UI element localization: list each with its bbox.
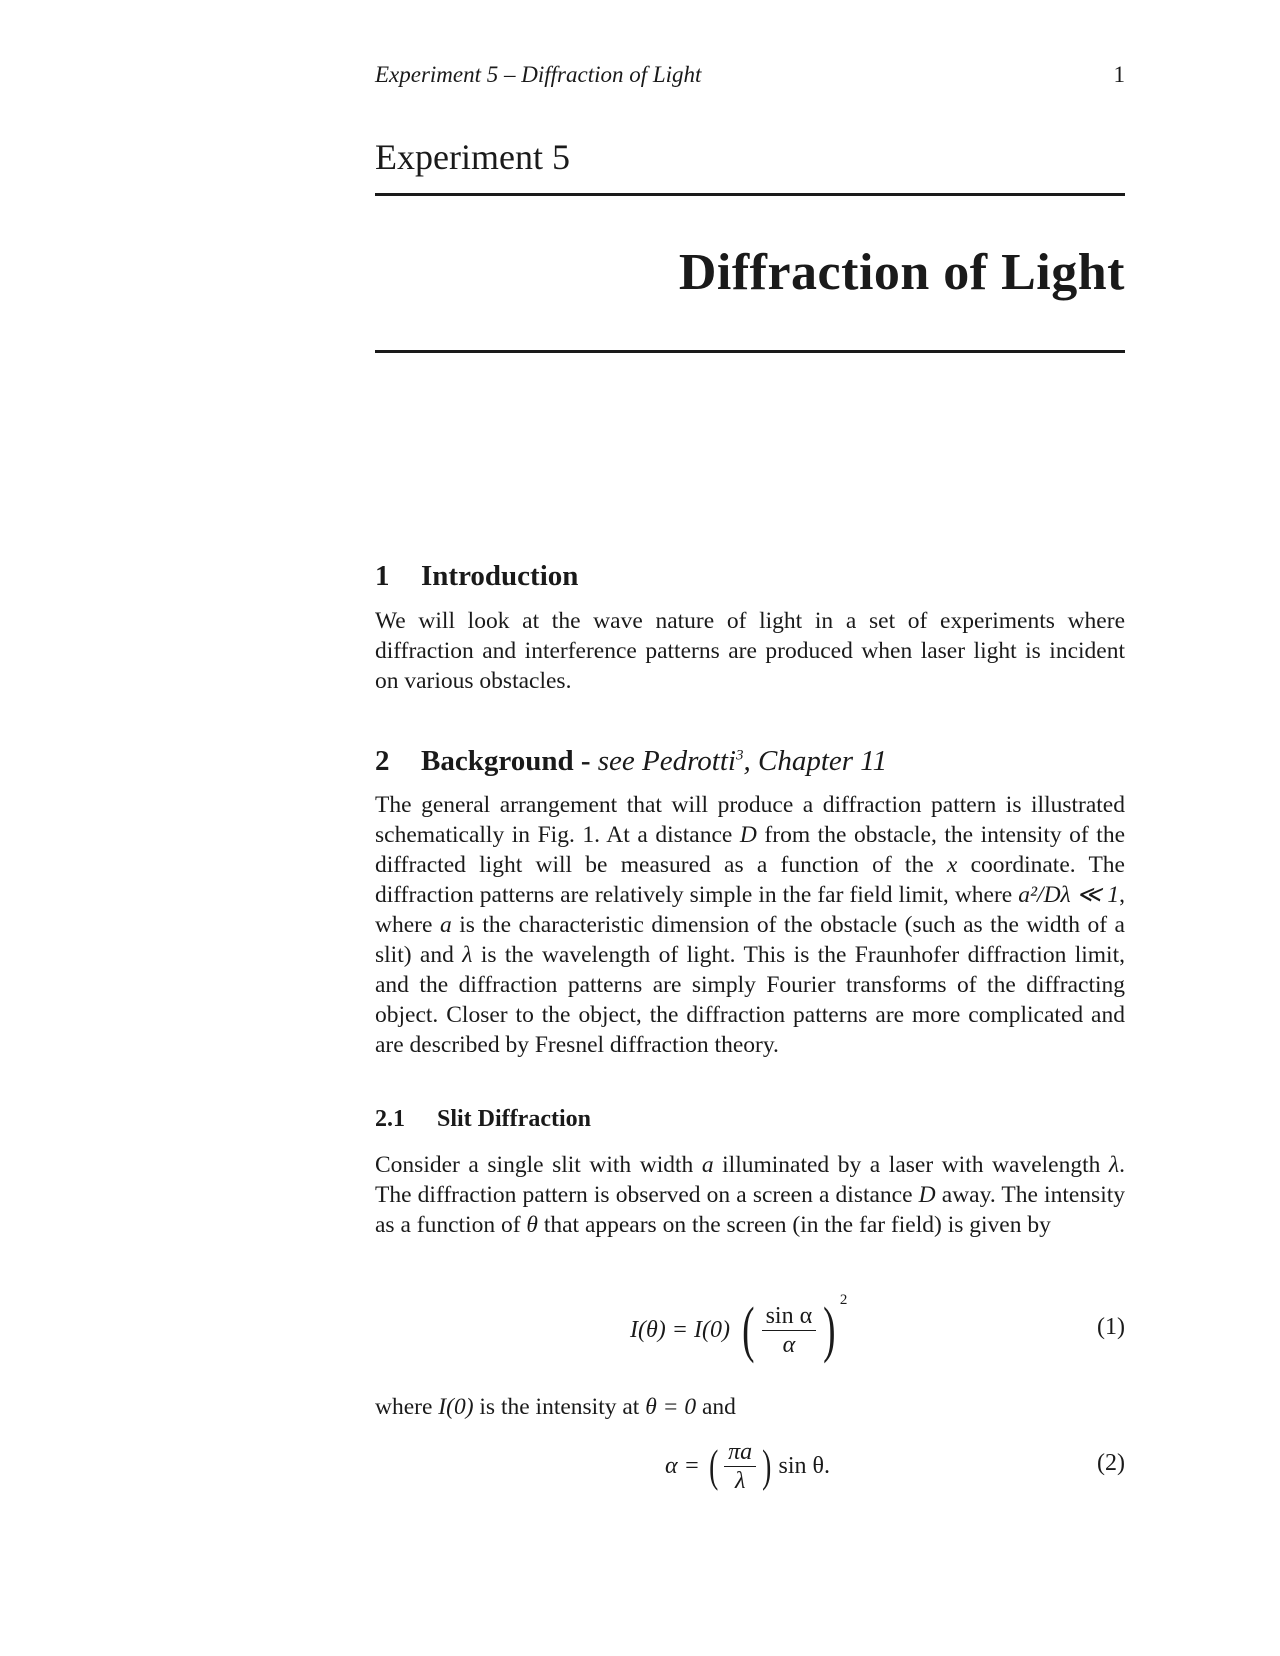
denominator: α: [782, 1331, 796, 1358]
bottom-rule: [375, 350, 1125, 353]
section-number: 1: [375, 560, 390, 592]
introduction-paragraph: [375, 606, 1125, 696]
right-paren: ): [762, 1440, 772, 1491]
equation-rhs: sin θ.: [778, 1452, 830, 1479]
paragraph-text: We will look at the wave nature of light in a set of experiments where diffraction and interference patterns are produced when laser light is incident on various obstacles.: [375, 608, 1125, 694]
fraction: [724, 1438, 756, 1495]
exponent: 2: [839, 1292, 848, 1308]
equation-number: (2): [1097, 1450, 1125, 1476]
equation-number: (1): [1097, 1314, 1125, 1340]
numerator: πa: [724, 1438, 756, 1467]
left-paren: (: [708, 1440, 719, 1491]
chapter-label: Experiment 5: [375, 137, 570, 177]
equation-lhs: I(θ) = I(0): [630, 1316, 730, 1343]
fraction: [762, 1302, 817, 1359]
numerator: sin α: [762, 1302, 817, 1331]
running-title: Experiment 5 – Diffraction of Light: [375, 62, 702, 87]
paragraph-text: Consider a single slit with width a illuminated by a laser with wavelength λ. The diffraction pattern is observed on a screen a distance D away. The intensity as a function of θ that appears on the screen (in the far field) is given by: [375, 1152, 1125, 1238]
after-equation-text: [375, 1392, 1125, 1422]
section-title: Background -: [421, 745, 591, 777]
equation-body: [665, 1430, 830, 1502]
paragraph-text: where I(0) is the intensity at θ = 0 and: [375, 1394, 736, 1420]
page-number: 1: [1113, 62, 1125, 87]
right-paren: ): [823, 1296, 836, 1364]
running-header: [375, 62, 1125, 88]
section-heading-background: [375, 745, 887, 778]
section-title: Introduction: [421, 560, 579, 592]
chapter-title: Diffraction of Light: [678, 244, 1125, 301]
denominator: λ: [734, 1467, 746, 1494]
section-heading-introduction: [375, 560, 578, 593]
subsection-heading-slit-diffraction: [375, 1106, 591, 1133]
section-number: 2: [375, 745, 390, 777]
equation-body: [630, 1290, 847, 1370]
equation-2: [375, 1430, 1125, 1502]
footnote-marker: 3: [735, 747, 744, 764]
equation-lhs: α =: [665, 1452, 700, 1479]
top-rule: [375, 193, 1125, 196]
section-reference: see Pedrotti$^3$, Chapter 11: [597, 745, 888, 777]
slit-paragraph: [375, 1150, 1125, 1240]
subsection-number: 2.1: [375, 1106, 405, 1132]
background-paragraph: [375, 790, 1125, 1060]
equation-1: [375, 1290, 1125, 1370]
paragraph-text: The general arrangement that will produce a diffraction pattern is illustrated schematically in Fig. 1. At a distance D from the obstacle, the intensity of the diffracted light will be measured as a function of the x coordinate. The diffraction patterns are relatively simple in the far field limit, where a²/Dλ ≪ 1, where a is the characteristic dimension of the obstacle (such as the width of a slit) and λ is the wavelength of light. This is the Fraunhofer diffraction limit, and the diffraction patterns are simply Fourier transforms of the diffracting object. Closer to the object, the diffraction patterns are more complicated and are described by Fresnel diffraction theory.: [375, 792, 1126, 1058]
left-paren: (: [742, 1296, 755, 1364]
subsection-title: Slit Diffraction: [437, 1106, 591, 1132]
